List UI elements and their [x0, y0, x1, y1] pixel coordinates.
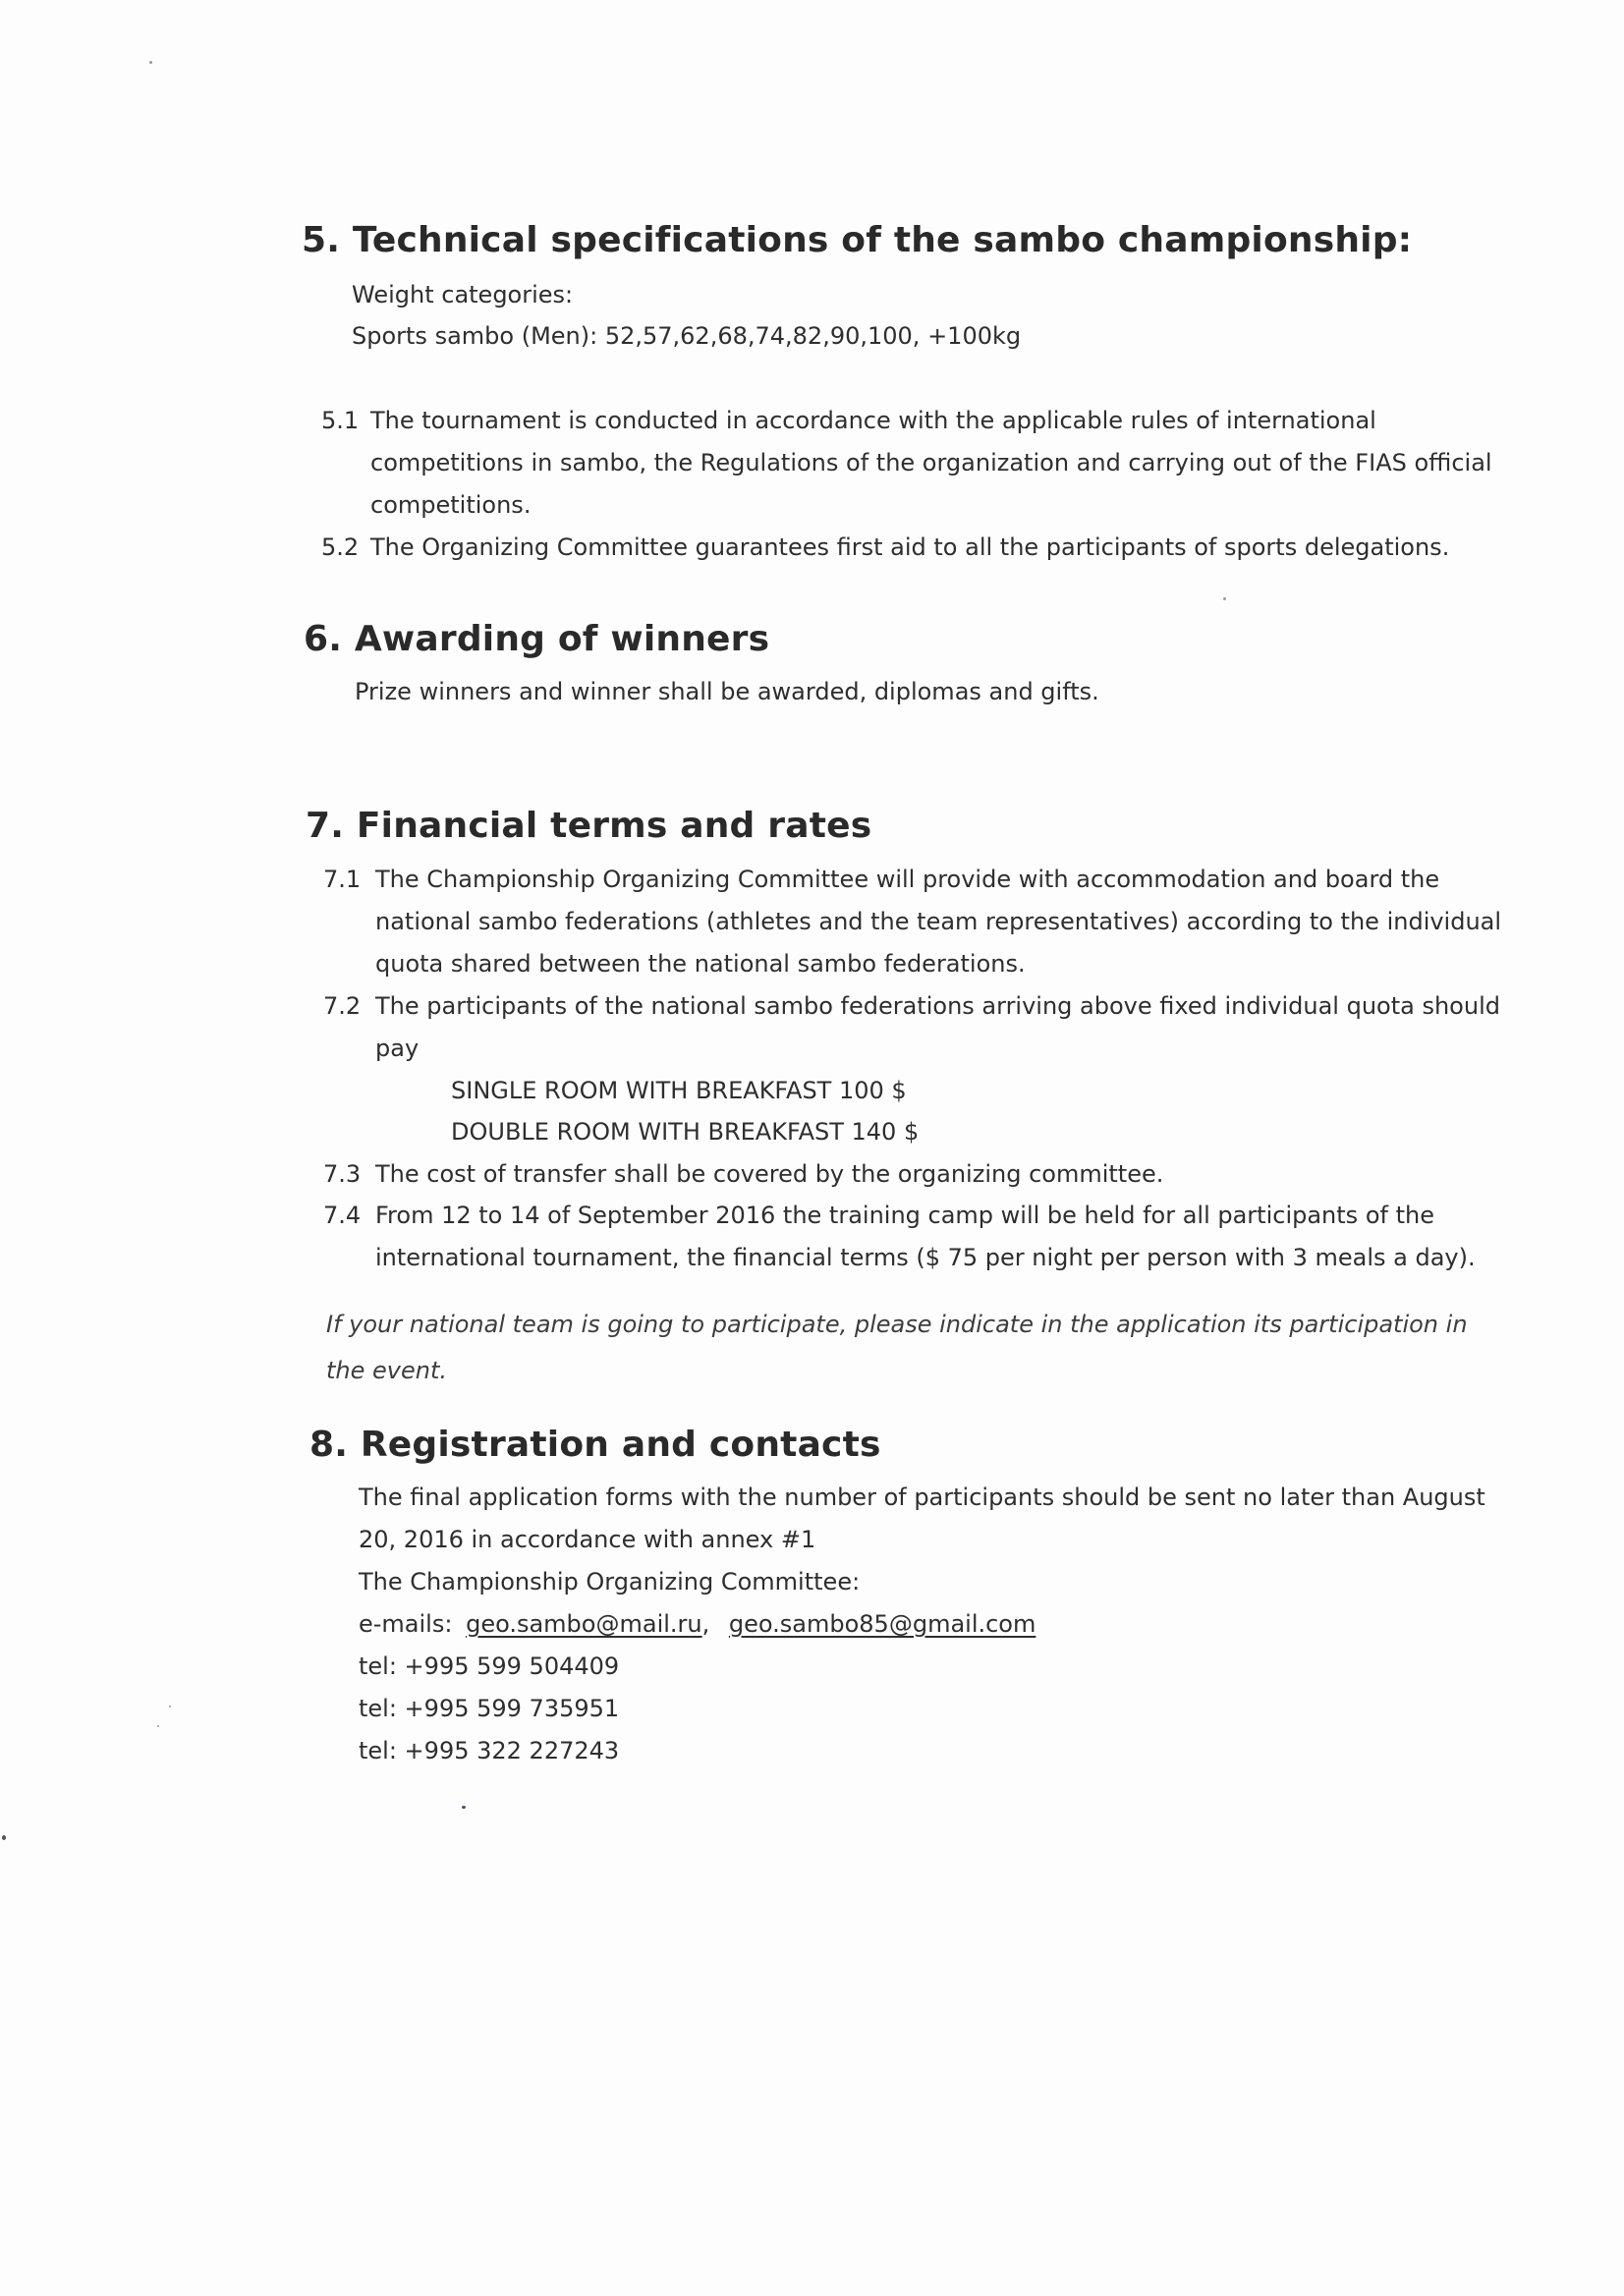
- participation-note-line-1: If your national team is going to participate, please indicate in the application its participation in: [326, 1311, 1468, 1338]
- tel-line-2: tel: +995 599 735951: [359, 1695, 620, 1722]
- tel-line-3: tel: +995 322 227243: [359, 1737, 620, 1764]
- scan-speck: [2, 1835, 6, 1840]
- section-6-heading: 6. Awarding of winners: [304, 619, 770, 659]
- emails-row: [359, 1612, 1036, 1636]
- awarding-line: Prize winners and winner shall be awarded, diplomas and gifts.: [355, 678, 1099, 705]
- rate-double-room: DOUBLE ROOM WITH BREAKFAST 140 $: [451, 1118, 920, 1146]
- weight-categories-line: Sports sambo (Men): 52,57,62,68,74,82,90,100, +100kg: [352, 322, 1022, 350]
- section-5-heading: 5. Technical specifications of the sambo championship:: [302, 220, 1413, 260]
- para-7-3-number: 7.3: [323, 1160, 362, 1188]
- rate-single-room: SINGLE ROOM WITH BREAKFAST 100 $: [451, 1077, 907, 1104]
- para-5-1-line-2: competitions in sambo, the Regulations of the organization and carrying out of the FIAS official: [370, 449, 1492, 476]
- para-5-1-line-3: competitions.: [370, 491, 532, 519]
- para-7-1-line-1: The Championship Organizing Committee will provide with accommodation and board the: [375, 866, 1440, 893]
- para-5-1-line-1: The tournament is conducted in accordance with the applicable rules of international: [370, 407, 1376, 434]
- para-7-2-line-2: pay: [375, 1035, 420, 1062]
- para-7-4-line-2: international tournament, the financial terms ($ 75 per night per person with 3 meals a day).: [375, 1244, 1476, 1271]
- para-7-1-line-2: national sambo federations (athletes and the team representatives) according to the individual: [375, 908, 1502, 935]
- scan-speck: [157, 1725, 159, 1727]
- registration-line-1: The final application forms with the number of participants should be sent no later than August: [359, 1484, 1485, 1511]
- email-link-2[interactable]: geo.sambo85@gmail.com: [728, 1610, 1036, 1638]
- email-separator: ,: [701, 1610, 710, 1638]
- section-8-heading: 8. Registration and contacts: [309, 1425, 881, 1465]
- committee-label: The Championship Organizing Committee:: [359, 1568, 861, 1596]
- emails-label: e-mails:: [359, 1610, 453, 1638]
- para-7-2-line-1: The participants of the national sambo federations arriving above fixed individual quota should: [375, 992, 1500, 1020]
- para-7-1-line-3: quota shared between the national sambo federations.: [375, 950, 1026, 978]
- scan-speck: [149, 61, 152, 64]
- para-7-4-number: 7.4: [323, 1202, 362, 1229]
- scan-speck: [462, 1806, 466, 1809]
- para-7-3-line-1: The cost of transfer shall be covered by the organizing committee.: [375, 1160, 1164, 1188]
- para-7-1-number: 7.1: [323, 866, 362, 893]
- scan-speck: [1223, 597, 1226, 600]
- para-5-2-line-1: The Organizing Committee guarantees first aid to all the participants of sports delegations.: [370, 533, 1450, 561]
- weight-categories-label: Weight categories:: [352, 281, 574, 308]
- registration-line-2: 20, 2016 in accordance with annex #1: [359, 1526, 816, 1553]
- section-7-heading: 7. Financial terms and rates: [306, 806, 872, 846]
- participation-note-line-2: the event.: [326, 1357, 447, 1384]
- para-5-1-number: 5.1: [321, 407, 360, 434]
- tel-line-1: tel: +995 599 504409: [359, 1652, 620, 1680]
- para-7-2-number: 7.2: [323, 992, 362, 1020]
- email-link-1[interactable]: geo.sambo@mail.ru: [466, 1610, 702, 1638]
- scan-speck: [169, 1706, 171, 1708]
- para-5-2-number: 5.2: [321, 533, 360, 561]
- para-7-4-line-1: From 12 to 14 of September 2016 the training camp will be held for all participants of the: [375, 1202, 1434, 1229]
